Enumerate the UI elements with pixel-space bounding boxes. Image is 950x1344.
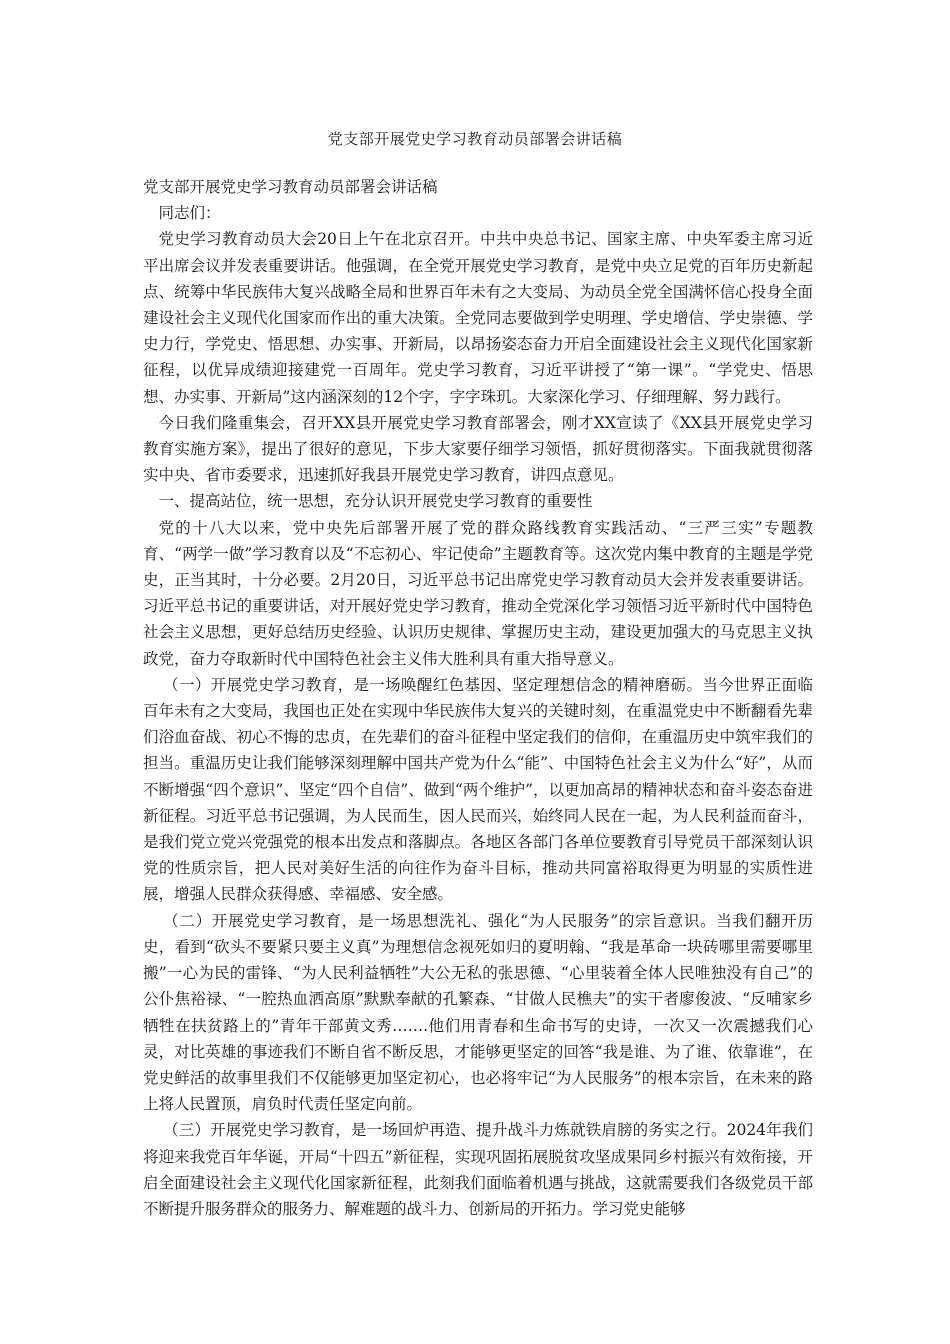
paragraph: 今日我们隆重集会，召开XX县开展党史学习教育部署会，刚才XX宣读了《XX县开展党史学习教育实施方案》，提出了很好的意见，下步大家要仔细学习领悟，抓好贯彻落实。下面我就贯彻落实中央、省市委要求，迅速抓好我县开展党史学习教育，讲四点意见。 [143,413,813,485]
document-subtitle: 党支部开展党史学习教育动员部署会讲话稿 [143,178,438,196]
salutation: 同志们： [158,204,221,223]
paragraph: （三）开展党史学习教育，是一场回炉再造、提升战斗力炼就铁肩膀的务实之行。2024年我们将迎来我党百年华诞，开局“十四五”新征程，实现巩固拓展脱贫攻坚成果同乡村振兴有效衔接，开启全面建设社会主义现代化国家新征程，此刻我们面临着机遇与挑战，这就需要我们各级党员干部不断提升服务群众的服务力、解难题的战斗力、创新局的开拓力。学习党史能够 [143,1121,813,1218]
paragraph: 党的十八大以来，党中央先后部署开展了党的群众路线教育实践活动、“三严三实”专题教育、“两学一做”学习教育以及“不忘初心、牢记使命”主题教育等。这次党内集中教育的主题是学党史，正当其时，十分必要。2月20日，习近平总书记出席党史学习教育动员大会并发表重要讲话。习近平总书记的重要讲话，对开展好党史学习教育，推动全党深化学习领悟习近平新时代中国特色社会主义思想，更好总结历史经验、认识历史规律、掌握历史主动，建设更加强大的马克思主义执政党，奋力夺取新时代中国特色社会主义伟大胜利具有重大指导意义。 [143,518,813,668]
paragraph: （二）开展党史学习教育，是一场思想洗礼、强化“为人民服务”的宗旨意识。当我们翻开历史，看到“砍头不要紧只要主义真”为理想信念视死如归的夏明翰、“我是革命一块砖哪里需要哪里搬”一心为民的雷锋、“为人民利益牺牲”大公无私的张思德、“心里装着全体人民唯独没有自己”的公仆焦裕禄、“一腔热血洒高原”默默奉献的孔繁森、“甘做人民樵夫”的实干者廖俊波、“反哺家乡牺牲在扶贫路上的”青年干部黄文秀…….他们用青春和生命书写的史诗，一次又一次震撼我们心灵，对比英雄的事迹我们不断自省不断反思，才能够更坚定的回答“我是谁、为了谁、依靠谁”，在党史鲜活的故事里我们不仅能够更加坚定初心，也必将牢记“为人民服务”的根本宗旨，在未来的路上将人民置顶，肩负时代责任坚定向前。 [143,911,813,1114]
section-heading: 一、提高站位，统一思想，充分认识开展党史学习教育的重要性 [158,492,593,511]
paragraph: 党史学习教育动员大会20日上午在北京召开。中共中央总书记、国家主席、中央军委主席习近平出席会议并发表重要讲话。他强调，在全党开展党史学习教育，是党中央立足党的百年历史新起点、统筹中华民族伟大复兴战略全局和世界百年未有之大变局、为动员全党全国满怀信心投身全面建设社会主义现代化国家而作出的重大决策。全党同志要做到学史明理、学史增信、学史崇德、学史力行，学党史、悟思想、办实事、开新局，以昂扬姿态奋力开启全面建设社会主义现代化国家新征程，以优异成绩迎接建党一百周年。党史学习教育，习近平讲授了“第一课”。“学党史、悟思想、办实事、开新局”这内涵深刻的12个字，字字珠玑。大家深化学习、仔细理解、努力践行。 [143,230,813,406]
paragraph: （一）开展党史学习教育，是一场唤醒红色基因、坚定理想信念的精神磨砺。当今世界正面临百年未有之大变局，我国也正处在实现中华民族伟大复兴的关键时刻，在重温党史中不断翻看先辈们浴血奋战、初心不悔的忠贞，在先辈们的奋斗征程中坚定我们的信仰，在重温历史中筑牢我们的担当。重温历史让我们能够深刻理解中国共产党为什么“能”、中国特色社会主义为什么“好”，从而不断增强“四个意识”、坚定“四个自信”、做到“两个维护”，以更加高昂的精神状态和奋斗姿态奋进新征程。习近平总书记强调，为人民而生，因人民而兴，始终同人民在一起，为人民利益而奋斗，是我们党立党兴党强党的根本出发点和落脚点。各地区各部门各单位要教育引导党员干部深刻认识党的性质宗旨，把人民对美好生活的向往作为奋斗目标，推动共同富裕取得更为明显的实质性进展，增强人民群众获得感、幸福感、安全感。 [143,675,813,904]
document-body [143,174,813,1222]
document-title: 党支部开展党史学习教育动员部署会讲话稿 [327,130,623,148]
